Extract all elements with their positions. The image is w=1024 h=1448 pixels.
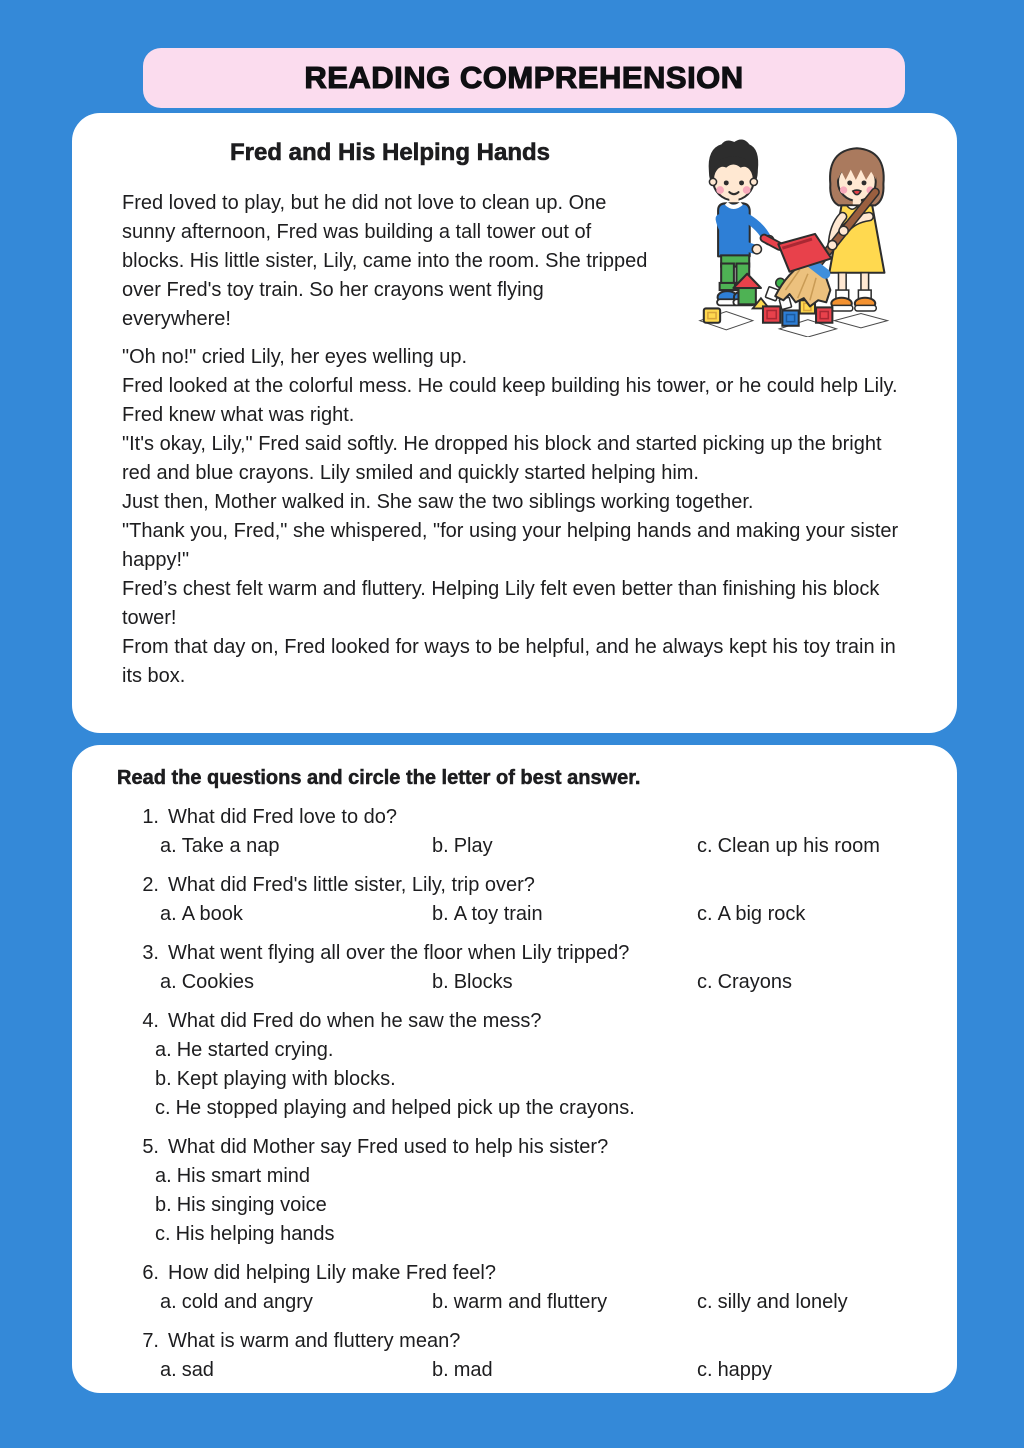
question-text: How did helping Lily make Fred feel?: [168, 1262, 496, 1284]
question-5-option-b[interactable]: b. His singing voice: [155, 1194, 327, 1216]
story-card: [72, 113, 957, 733]
question-5-option-a[interactable]: a. His smart mind: [155, 1165, 311, 1187]
question-4-option-b[interactable]: b. Kept playing with blocks.: [155, 1068, 396, 1090]
question-text: What is warm and fluttery mean?: [168, 1330, 461, 1352]
question-1-option-c[interactable]: c. Clean up his room: [697, 835, 880, 857]
question-6-option-b[interactable]: b. warm and fluttery: [432, 1291, 608, 1313]
question-3: [137, 939, 923, 997]
question-3-option-c[interactable]: c. Crayons: [697, 971, 793, 993]
question-6: [137, 1259, 923, 1317]
story-paragraph: Fred loved to play, but he did not love to clean up. One sunny afternoon, Fred was building a tall tower out of blocks. His little sister, Lily, came into the room. She tripped over Fred's toy train. So her crayons went flying everywhere!: [122, 192, 648, 330]
questions-card: [72, 745, 957, 1393]
story-paragraph: Fred looked at the colorful mess. He could keep building his tower, or he could help Lily. Fred knew what was right.: [122, 375, 898, 426]
question-4-option-a[interactable]: a. He started crying.: [155, 1039, 334, 1061]
question-number: 6.: [142, 1262, 159, 1284]
question-2-option-b[interactable]: b. A toy train: [432, 903, 543, 925]
question-1-option-b[interactable]: b. Play: [432, 835, 493, 857]
question-3-option-a[interactable]: a. Cookies: [160, 971, 254, 993]
question-7-option-c[interactable]: c. happy: [697, 1359, 773, 1381]
page-title: READING COMPREHENSION: [304, 60, 744, 95]
story-paragraph: "Thank you, Fred," she whispered, "for using your helping hands and making your sister happy!": [122, 520, 899, 571]
question-text: What went flying all over the floor when Lily tripped?: [168, 942, 630, 964]
question-number: 7.: [142, 1330, 159, 1352]
question-4-option-c[interactable]: c. He stopped playing and helped pick up the crayons.: [155, 1097, 635, 1119]
question-6-option-a[interactable]: a. cold and angry: [160, 1291, 313, 1313]
question-text: What did Mother say Fred used to help his sister?: [168, 1136, 609, 1158]
banner: [143, 48, 905, 108]
story-paragraph: Fred’s chest felt warm and fluttery. Helping Lily felt even better than finishing his block tower!: [122, 578, 880, 629]
question-number: 2.: [142, 874, 159, 896]
question-number: 3.: [142, 942, 159, 964]
question-text: What did Fred's little sister, Lily, trip over?: [168, 874, 535, 896]
story-paragraph: "It's okay, Lily," Fred said softly. He dropped his block and started picking up the bright red and blue crayons. Lily smiled and quickly started helping him.: [122, 433, 882, 484]
questions-instruction: Read the questions and circle the letter of best answer.: [117, 767, 641, 789]
question-7: [137, 1327, 923, 1385]
question-4: [137, 1007, 923, 1123]
question-2-option-c[interactable]: c. A big rock: [697, 903, 806, 925]
question-text: What did Fred love to do?: [168, 806, 398, 828]
story-paragraph: From that day on, Fred looked for ways to be helpful, and he always kept his toy train in its box.: [122, 636, 896, 687]
question-2-option-a[interactable]: a. A book: [160, 903, 243, 925]
question-6-option-c[interactable]: c. silly and lonely: [697, 1291, 848, 1313]
question-7-option-b[interactable]: b. mad: [432, 1359, 493, 1381]
question-5: [137, 1133, 923, 1249]
question-5-option-c[interactable]: c. His helping hands: [155, 1223, 335, 1245]
kids-cleaning-illustration: [676, 137, 901, 337]
question-2: [137, 871, 923, 929]
girl: [829, 148, 884, 311]
question-number: 5.: [142, 1136, 159, 1158]
story-paragraph: Just then, Mother walked in. She saw the two siblings working together.: [122, 491, 754, 513]
question-1: [137, 803, 923, 861]
question-7-option-a[interactable]: a. sad: [160, 1359, 214, 1381]
question-3-option-b[interactable]: b. Blocks: [432, 971, 513, 993]
question-1-option-a[interactable]: a. Take a nap: [160, 835, 280, 857]
question-number: 1.: [142, 806, 159, 828]
story-title: Fred and His Helping Hands: [229, 139, 551, 166]
story-paragraph: "Oh no!" cried Lily, her eyes welling up.: [122, 346, 468, 368]
question-text: What did Fred do when he saw the mess?: [168, 1010, 542, 1032]
question-number: 4.: [142, 1010, 159, 1032]
